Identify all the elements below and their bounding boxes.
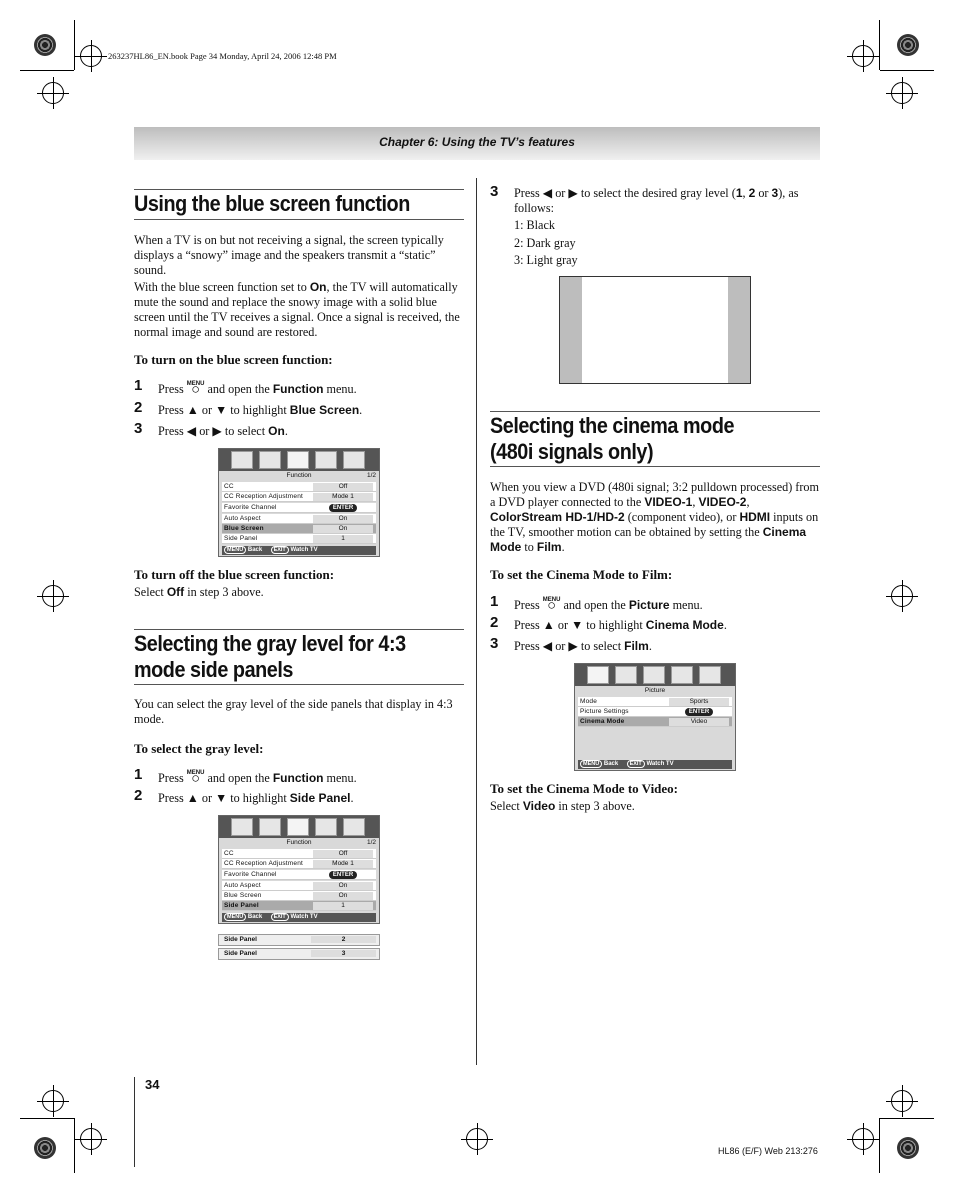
step-text: Press MENU ◯ and open the Picture menu.	[514, 597, 703, 612]
section-title-blue-screen: Using the blue screen function	[134, 191, 410, 216]
step-number: 1	[490, 593, 499, 610]
setup-menu-icon	[343, 451, 365, 469]
osd-row: Picture Settings ENTER	[578, 707, 732, 717]
crop-mark	[879, 1118, 880, 1173]
osd-title: Picture	[644, 687, 666, 694]
crop-mark	[20, 70, 74, 71]
section-rule-top	[134, 629, 464, 630]
section-rule-top	[134, 189, 464, 190]
picture-menu-icon	[231, 818, 253, 836]
gray-level-option: 2: Dark gray	[514, 236, 576, 250]
registration-mark	[34, 1137, 56, 1159]
function-menu-icon	[287, 451, 309, 469]
picture-menu-screenshot	[574, 663, 736, 771]
intro-paragraph: When a TV is on but not receiving a signal, the screen typically displays a “snowy” image and the speakers transmit a “static” sound.	[134, 233, 444, 277]
step-number: 2	[490, 614, 499, 631]
blue-screen-paragraph: With the blue screen function set to On, the TV will automatically mute the sound and replace the snowy image with a solid blue screen until the TV receives a signal. Once a signal is received, the normal image and sound are restored.	[134, 280, 460, 339]
osd-row: CC Off	[222, 849, 376, 859]
step-text: Press MENU ◯ and open the Function menu.	[158, 770, 357, 785]
crop-mark	[74, 1118, 75, 1173]
section-title-gray-level: Selecting the gray level for 4:3 mode side panels	[134, 631, 406, 682]
registration-mark	[897, 1137, 919, 1159]
audio-menu-icon	[259, 451, 281, 469]
section-rule-bottom	[490, 466, 820, 467]
chapter-header: Chapter 6: Using the TV’s features	[379, 135, 575, 149]
step-number: 3	[134, 420, 143, 437]
step-number: 3	[490, 183, 499, 200]
step-number: 3	[490, 635, 499, 652]
osd-row: Mode Sports	[578, 697, 732, 707]
audio-menu-icon	[259, 818, 281, 836]
osd-title: Function	[286, 839, 312, 846]
registration-mark	[42, 82, 64, 104]
registration-mark	[852, 1128, 874, 1150]
osd-row: Blue Screen On	[222, 891, 376, 901]
audio-menu-icon	[615, 666, 637, 684]
picture-menu-icon	[587, 666, 609, 684]
osd-row: Side Panel 1	[222, 901, 376, 911]
registration-mark	[852, 45, 874, 67]
step-number: 1	[134, 766, 143, 783]
crop-mark	[880, 70, 934, 71]
crop-mark	[74, 20, 75, 70]
page-number-rule	[134, 1077, 135, 1167]
gray-level-option: 1: Black	[514, 218, 555, 232]
registration-mark	[42, 585, 64, 607]
section-title-cinema-mode: Selecting the cinema mode (480i signals only)	[490, 413, 735, 464]
step-number: 2	[134, 787, 143, 804]
osd-row: Side Panel 1	[222, 534, 376, 544]
function-menu-screenshot	[218, 815, 380, 924]
page-number: 34	[145, 1077, 160, 1092]
step-text: Press ◀ or ▶ to select On.	[158, 424, 288, 438]
function-menu-icon	[643, 666, 665, 684]
chapter-header-band	[134, 127, 820, 160]
osd-row: CC Reception Adjustment Mode 1	[222, 492, 376, 502]
footer-code: HL86 (E/F) Web 213:276	[718, 1146, 818, 1156]
registration-mark	[891, 585, 913, 607]
registration-mark	[891, 1090, 913, 1112]
osd-row: Auto Aspect On	[222, 514, 376, 524]
picture-menu-icon	[231, 451, 253, 469]
registration-mark	[891, 82, 913, 104]
step-text: Press ▲ or ▼ to highlight Cinema Mode.	[514, 618, 727, 632]
timer-menu-icon	[671, 666, 693, 684]
menu-button-icon: MENU ◯	[542, 597, 561, 609]
gray-level-option: 3: Light gray	[514, 253, 578, 267]
menu-icon-bar	[219, 449, 379, 471]
osd-title: Function	[286, 472, 312, 479]
step-text: Press ◀ or ▶ to select Film.	[514, 639, 652, 653]
step-text: Press MENU ◯ and open the Function menu.	[158, 381, 357, 396]
registration-mark	[80, 45, 102, 67]
menu-button-icon: MENU ◯	[186, 770, 205, 782]
osd-row: Cinema Mode Video	[578, 717, 732, 727]
osd-row: CC Reception Adjustment Mode 1	[222, 859, 376, 869]
osd-row: Favorite Channel ENTER	[222, 870, 376, 880]
osd-footer: MENU Back EXIT Watch TV	[578, 760, 732, 769]
crop-mark	[879, 20, 880, 70]
right-side-panel	[728, 277, 750, 383]
timer-menu-icon	[315, 818, 337, 836]
menu-icon-bar	[219, 816, 379, 838]
section-rule-bottom	[134, 684, 464, 685]
crop-mark	[20, 1118, 74, 1119]
subheading-gray-level: To select the gray level:	[134, 741, 264, 756]
registration-mark	[80, 1128, 102, 1150]
menu-icon-bar	[575, 664, 735, 686]
osd-row: Blue Screen On	[222, 524, 376, 534]
section-rule-top	[490, 411, 820, 412]
function-menu-screenshot	[218, 448, 380, 557]
side-panel-strip: Side Panel 2	[218, 934, 380, 946]
timer-menu-icon	[315, 451, 337, 469]
subheading-film: To set the Cinema Mode to Film:	[490, 567, 673, 582]
turn-off-text: Select Off in step 3 above.	[134, 585, 264, 599]
column-divider	[476, 178, 477, 1065]
registration-mark	[34, 34, 56, 56]
setup-menu-icon	[343, 818, 365, 836]
step-text: Press ▲ or ▼ to highlight Side Panel.	[158, 791, 354, 805]
left-side-panel	[560, 277, 582, 383]
osd-footer: MENU Back EXIT Watch TV	[222, 913, 376, 922]
setup-menu-icon	[699, 666, 721, 684]
registration-mark	[42, 1090, 64, 1112]
osd-page: 1/2	[366, 839, 376, 846]
menu-button-icon: MENU ◯	[186, 381, 205, 393]
side-panel-strip: Side Panel 3	[218, 948, 380, 960]
tv-side-panel-illustration	[559, 276, 751, 384]
subheading-turn-on: To turn on the blue screen function:	[134, 352, 333, 367]
osd-row: CC Off	[222, 482, 376, 492]
cinema-mode-paragraph: When you view a DVD (480i signal; 3:2 pulldown processed) from a DVD player connected to the VIDEO-1, VIDEO-2, ColorStream HD-1/HD-2 (component video), or HDMI inputs on the TV, smoother motion can be obtained by setting the Cinema Mode to Film.	[490, 480, 819, 554]
gray-level-paragraph: You can select the gray level of the side panels that display in 4:3 mode.	[134, 697, 453, 726]
step-text: Press ▲ or ▼ to highlight Blue Screen.	[158, 403, 363, 417]
subheading-turn-off: To turn off the blue screen function:	[134, 567, 335, 582]
subheading-video: To set the Cinema Mode to Video:	[490, 781, 679, 796]
registration-mark	[897, 34, 919, 56]
section-rule-bottom	[134, 219, 464, 220]
video-text: Select Video in step 3 above.	[490, 799, 635, 813]
registration-mark	[466, 1128, 488, 1150]
step-number: 1	[134, 377, 143, 394]
step-number: 2	[134, 399, 143, 416]
print-slug: 263237HL86_EN.book Page 34 Monday, April 24, 2006 12:48 PM	[108, 51, 337, 61]
osd-row: Favorite Channel ENTER	[222, 503, 376, 513]
osd-row: Auto Aspect On	[222, 881, 376, 891]
osd-page: 1/2	[366, 472, 376, 479]
crop-mark	[880, 1118, 934, 1119]
osd-footer: MENU Back EXIT Watch TV	[222, 546, 376, 555]
function-menu-icon	[287, 818, 309, 836]
step-text: Press ◀ or ▶ to select the desired gray level (1, 2 or 3), as follows:	[514, 186, 799, 215]
